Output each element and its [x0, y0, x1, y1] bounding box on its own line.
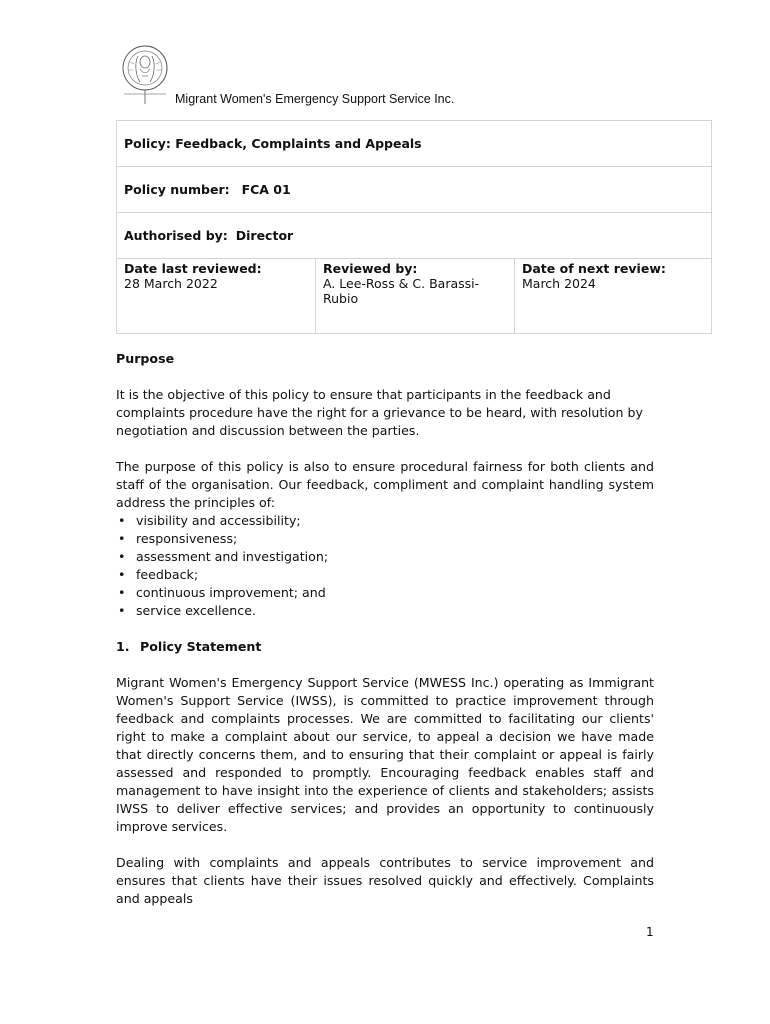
list-item: • responsiveness;: [116, 530, 654, 548]
list-item: • service excellence.: [116, 602, 654, 620]
list-item: • continuous improvement; and: [116, 584, 654, 602]
purpose-paragraph-1: It is the objective of this policy to ensure that participants in the feedback and complaints procedure have the right for a grievance to be heard, with resolution by negotiation and discussion between the parties.: [116, 387, 643, 438]
purpose-paragraph-2: The purpose of this policy is also to ensure procedural fairness for both clients and staff of the organisation. Our feedback, compliment and complaint handling system address the principles of:: [116, 459, 654, 510]
last-reviewed-label: Date last reviewed:: [124, 261, 262, 276]
policy-statement-paragraph-2: Dealing with complaints and appeals contributes to service improvement and ensures that clients have their issues resolved quickly and effectively. Complaints and appeals: [116, 855, 654, 906]
reviewed-by-label: Reviewed by:: [323, 261, 418, 276]
policy-details-table: [116, 120, 712, 334]
reviewed-by-cell: [316, 259, 515, 334]
page-number: 1: [646, 925, 654, 939]
policy-number-value: FCA 01: [241, 182, 291, 197]
next-review-label: Date of next review:: [522, 261, 666, 276]
organisation-name: Migrant Women's Emergency Support Service Inc.: [175, 92, 455, 106]
authorised-by-value: Director: [235, 228, 294, 243]
policy-statement-paragraph-1: Migrant Women's Emergency Support Service (MWESS Inc.) operating as Immigrant Women's Support Service (IWSS), is committed to practice improvement through feedback and complaints processes. We are committed to facilitating our clients' right to make a complaint about our service, to appeal a decision we have made that directly concerns them, and to ensuring that their complaint or appeal is fairly assessed and responded to promptly. Encouraging feedback enables staff and management to have insight into the experience of clients and stakeholders; assists IWSS to deliver effective services; and provides an opportunity to continuously improve services.: [116, 675, 654, 834]
list-item: • assessment and investigation;: [116, 548, 654, 566]
list-item: • visibility and accessibility;: [116, 512, 654, 530]
section-1-title: Policy Statement: [140, 639, 262, 654]
policy-number-label: Policy number:: [124, 182, 230, 197]
authorised-by-label: Authorised by:: [124, 228, 228, 243]
next-review-cell: [515, 259, 712, 334]
policy-title-cell: Policy: Feedback, Complaints and Appeals: [117, 121, 712, 167]
reviewed-by-value: A. Lee-Ross & C. Barassi-Rubio: [323, 276, 480, 306]
list-item: • feedback;: [116, 566, 654, 584]
section-1-number: 1.: [116, 639, 130, 654]
next-review-value: March 2024: [522, 276, 596, 291]
organisation-logo: [118, 42, 172, 106]
section-1-heading: [116, 638, 654, 656]
policy-body: [116, 350, 654, 908]
policy-number-cell: [117, 167, 712, 213]
principles-list: [116, 512, 654, 620]
last-reviewed-value: 28 March 2022: [124, 276, 218, 291]
last-reviewed-cell: [117, 259, 316, 334]
purpose-heading: Purpose: [116, 351, 175, 366]
authorised-by-cell: [117, 213, 712, 259]
